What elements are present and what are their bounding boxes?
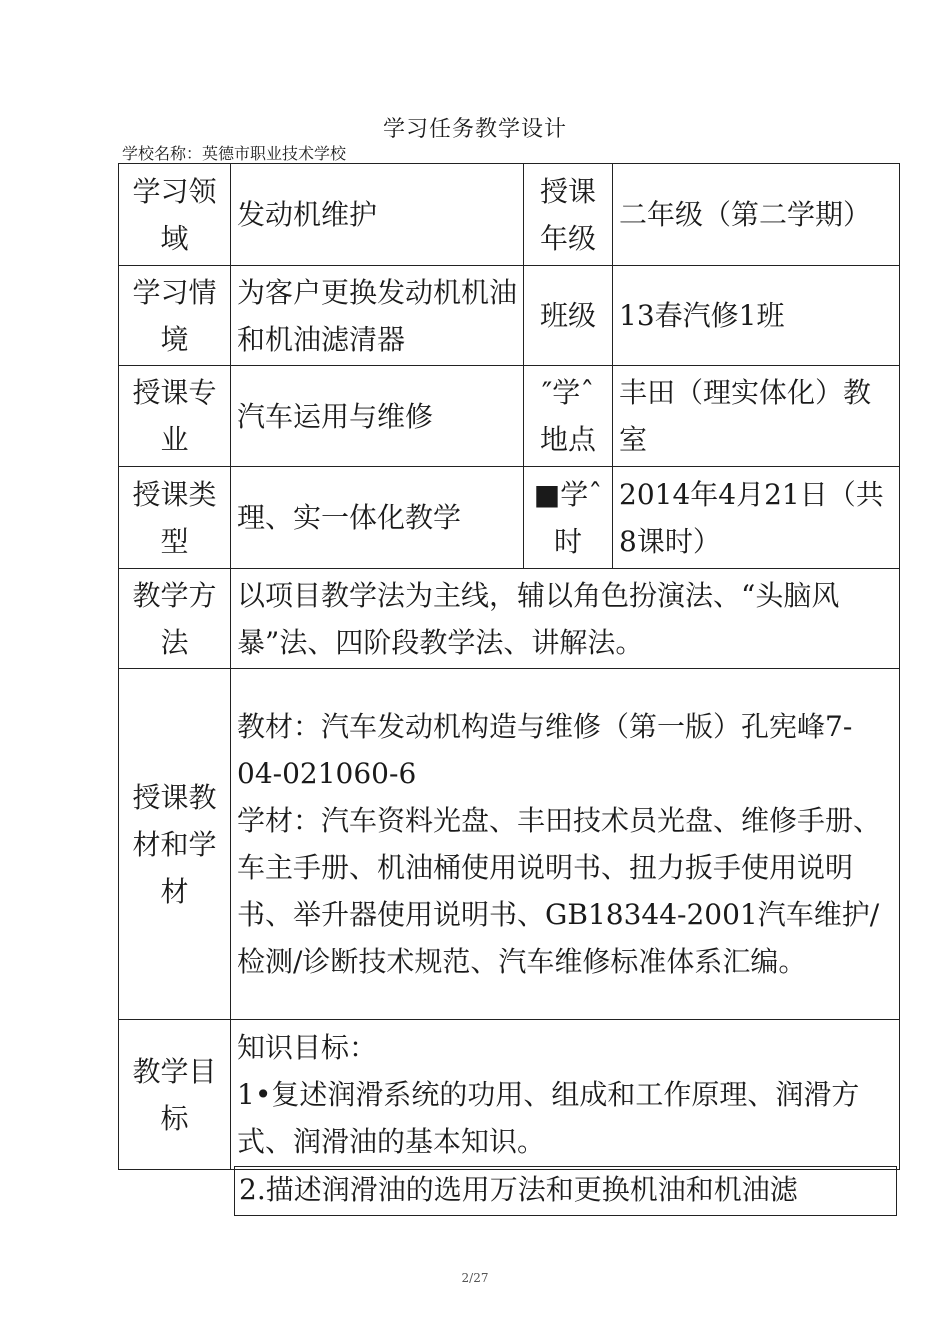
value-method: 以项目教学法为主线，辅以角色扮演法、“头脑风暴”法、四阶段教学法、讲解法。 (231, 569, 900, 669)
row-materials (119, 669, 900, 1020)
label-location: ″学ˆ地点 (524, 366, 613, 467)
label-materials: 授课教材和学材 (119, 669, 231, 1020)
value-hours: 2014年4月21日（共8课时） (613, 467, 900, 569)
value-grade: 二年级（第二学期） (613, 164, 900, 266)
lesson-design-table (118, 163, 900, 1170)
value-field: 发动机维护 (231, 164, 524, 266)
label-grade: 授课年级 (524, 164, 613, 266)
row-goals (119, 1020, 900, 1170)
value-goals (231, 1020, 900, 1170)
label-hours: ■学ˆ时 (524, 467, 613, 569)
row-major (119, 366, 900, 467)
value-major: 汽车运用与维修 (231, 366, 524, 467)
label-goals: 教学目标 (119, 1020, 231, 1170)
label-field: 学习领域 (119, 164, 231, 266)
textbook-text: 教材：汽车发动机构造与维修（第一版）孔宪峰7-04-021060-6 (237, 710, 853, 790)
label-type: 授课类型 (119, 467, 231, 569)
value-location: 丰田（理实体化）教室 (613, 366, 900, 467)
knowledge-goal-heading: 知识目标： (237, 1031, 378, 1064)
label-situation: 学习情境 (119, 266, 231, 366)
label-major: 授课专业 (119, 366, 231, 467)
row-method (119, 569, 900, 669)
value-situation: 为客户更换发动机机油和机油滤清器 (231, 266, 524, 366)
value-materials (231, 669, 900, 1020)
value-class: 13春汽修1班 (613, 266, 900, 366)
learning-materials-text: 学材：汽车资料光盘、丰田技术员光盘、维修手册、车主手册、机油桶使用说明书、扭力扳手使用说明书、举升器使用说明书、GB18344-2001汽车维护/检测/诊断技术规范、汽车维修标准体系汇编。 (237, 804, 882, 978)
document-title: 学习任务教学设计 (382, 117, 567, 142)
label-method: 教学方法 (119, 569, 231, 669)
row-situation (119, 266, 900, 366)
row-field (119, 164, 900, 266)
school-name: 学校名称：英德市职业技术学校 (122, 144, 347, 163)
goal-item-2: 2.描述润滑油的选用万法和更换机油和机油滤 (234, 1166, 897, 1216)
row-type (119, 467, 900, 569)
value-type: 理、实一体化教学 (231, 467, 524, 569)
page-number: 2/27 (461, 1271, 489, 1285)
label-class: 班级 (524, 266, 613, 366)
goal-item-1: 1•复述润滑系统的功用、组成和工作原理、润滑方式、润滑油的基本知识。 (237, 1078, 860, 1158)
